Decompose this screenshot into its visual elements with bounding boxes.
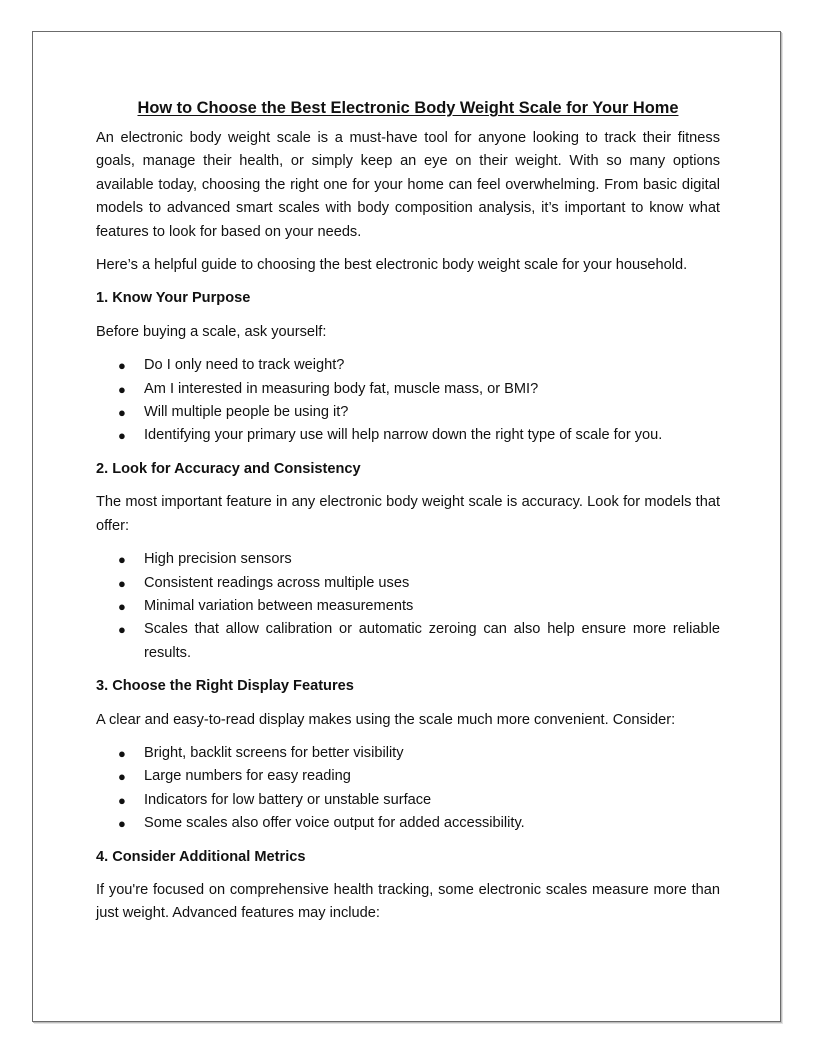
bullet-icon: ● bbox=[118, 792, 126, 808]
list-item bbox=[96, 424, 720, 447]
list-item bbox=[96, 789, 720, 812]
list-item-text: Do I only need to track weight? bbox=[144, 357, 345, 374]
section-paragraph: A clear and easy-to-read display makes using the scale much more convenient. Consider: bbox=[96, 711, 676, 728]
section-paragraph: Before buying a scale, ask yourself: bbox=[96, 323, 327, 340]
list-item bbox=[96, 812, 720, 835]
list-item bbox=[96, 618, 720, 665]
bullet-icon: ● bbox=[118, 575, 126, 591]
list-item-text: Am I interested in measuring body fat, muscle mass, or BMI? bbox=[144, 380, 539, 397]
bullet-icon: ● bbox=[118, 816, 126, 832]
list-item bbox=[96, 595, 720, 618]
section-heading: 1. Know Your Purpose bbox=[96, 290, 251, 307]
list-item bbox=[96, 401, 720, 424]
list-item bbox=[96, 742, 720, 765]
section-heading: 4. Consider Additional Metrics bbox=[96, 848, 306, 865]
bullet-icon: ● bbox=[118, 745, 126, 761]
list-item-text: Indicators for low battery or unstable surface bbox=[144, 791, 432, 808]
section-heading: 2. Look for Accuracy and Consistency bbox=[96, 460, 361, 477]
list-item-text: Scales that allow calibration or automatic zeroing can also help ensure more reliable results. bbox=[144, 621, 720, 661]
bullet-list bbox=[96, 742, 720, 836]
bullet-icon: ● bbox=[118, 622, 126, 638]
bullet-icon: ● bbox=[118, 405, 126, 421]
section-paragraph: The most important feature in any electronic body weight scale is accuracy. Look for models that offer: bbox=[96, 494, 720, 534]
list-item bbox=[96, 765, 720, 788]
list-item-text: High precision sensors bbox=[144, 551, 292, 568]
bullet-icon: ● bbox=[118, 769, 126, 785]
intro-paragraph: An electronic body weight scale is a must-have tool for anyone looking to track their fitness goals, manage their health, or simply keep an eye on their weight. With so many options available today, choosing the right one for your home can feel overwhelming. From basic digital models to advanced smart scales with body composition analysis, it’s important to know what features to look for based on your needs. bbox=[96, 130, 720, 240]
bullet-list bbox=[96, 354, 720, 448]
bullet-icon: ● bbox=[118, 428, 126, 444]
bullet-icon: ● bbox=[118, 381, 126, 397]
list-item-text: Identifying your primary use will help narrow down the right type of scale for you. bbox=[144, 427, 663, 444]
list-item bbox=[96, 354, 720, 377]
list-item bbox=[96, 572, 720, 595]
bullet-icon: ● bbox=[118, 358, 126, 374]
bullet-list bbox=[96, 548, 720, 665]
bullet-icon: ● bbox=[118, 552, 126, 568]
document-title: How to Choose the Best Electronic Body Weight Scale for Your Home bbox=[137, 99, 679, 117]
list-item bbox=[96, 548, 720, 571]
section-heading: 3. Choose the Right Display Features bbox=[96, 678, 354, 695]
list-item-text: Minimal variation between measurements bbox=[144, 597, 414, 614]
list-item-text: Consistent readings across multiple uses bbox=[144, 574, 410, 591]
list-item-text: Some scales also offer voice output for added accessibility. bbox=[144, 815, 525, 832]
list-item-text: Will multiple people be using it? bbox=[144, 404, 349, 421]
list-item-text: Bright, backlit screens for better visibility bbox=[144, 744, 404, 761]
document-body bbox=[96, 96, 720, 936]
list-item bbox=[96, 378, 720, 401]
list-item-text: Large numbers for easy reading bbox=[144, 768, 351, 785]
bullet-icon: ● bbox=[118, 598, 126, 614]
section-paragraph: If you're focused on comprehensive health tracking, some electronic scales measure more than just weight. Advanced features may include: bbox=[96, 881, 720, 922]
guide-intro-paragraph: Here’s a helpful guide to choosing the best electronic body weight scale for your household. bbox=[96, 257, 688, 274]
